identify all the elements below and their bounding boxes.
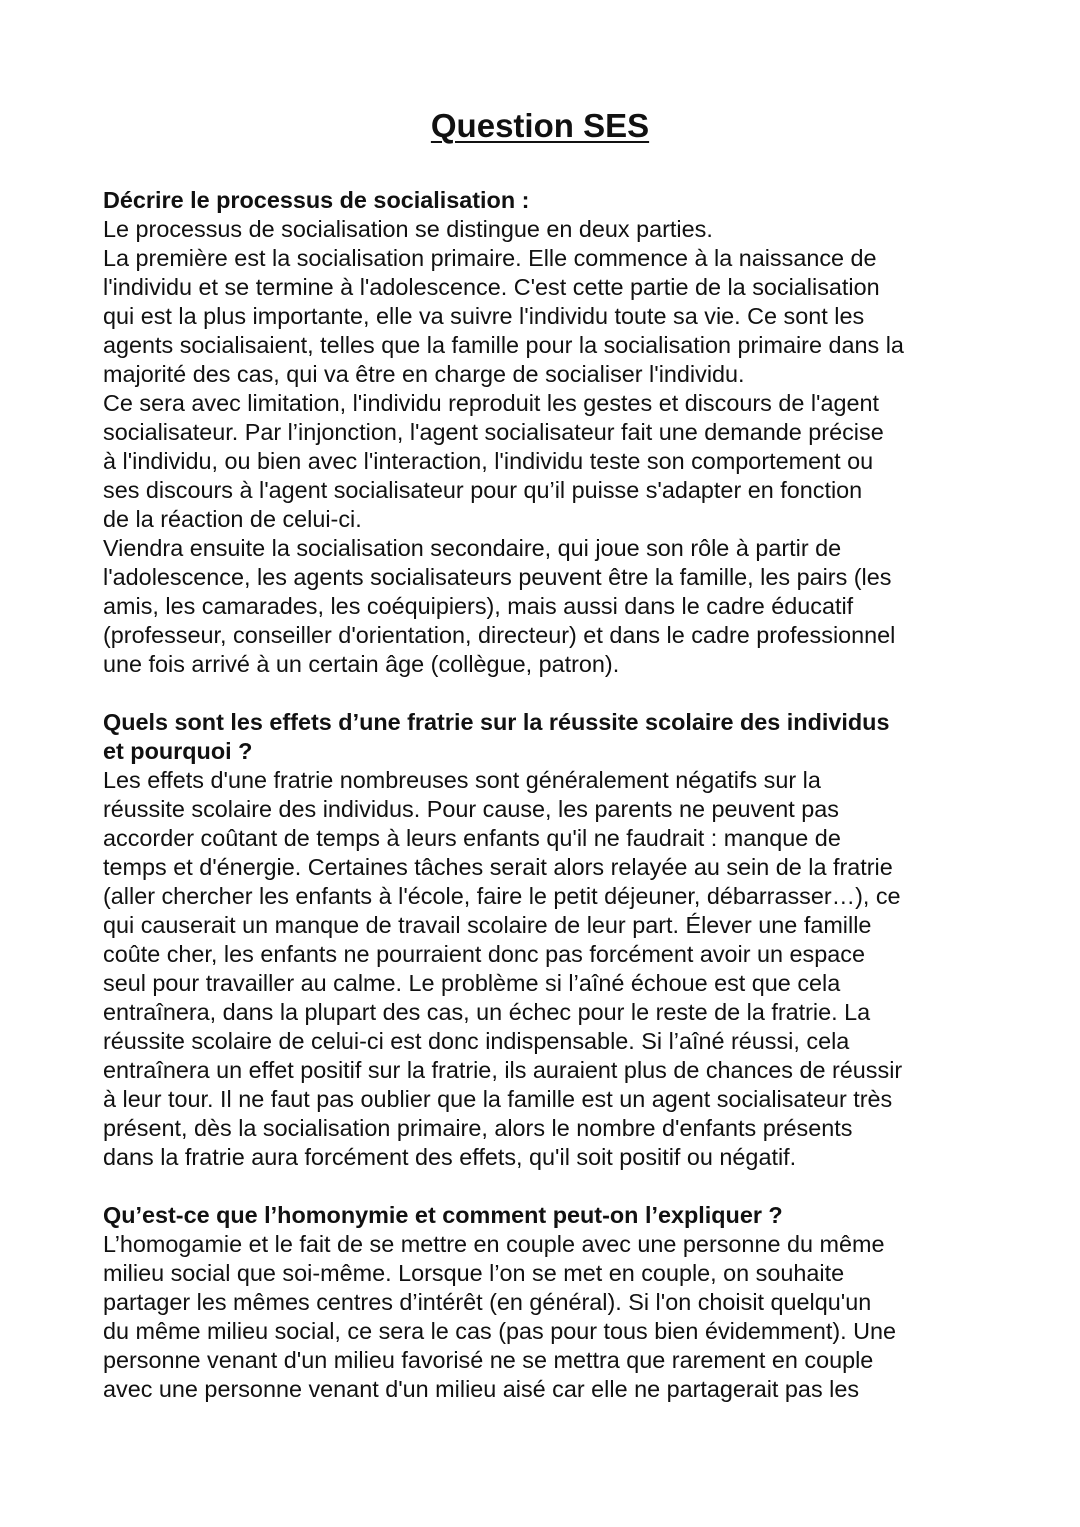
body-line: une fois arrivé à un certain âge (collègue, patron). <box>103 651 620 677</box>
body-line: seul pour travailler au calme. Le problème si l’aîné échoue est que cela <box>103 970 841 996</box>
body-line: qui causerait un manque de travail scolaire de leur part. Élever une famille <box>103 912 872 938</box>
body-line: à leur tour. Il ne faut pas oublier que la famille est un agent socialisateur très <box>103 1086 893 1112</box>
body-line: Viendra ensuite la socialisation secondaire, qui joue son rôle à partir de <box>103 535 842 561</box>
body-line: entraînera, dans la plupart des cas, un échec pour le reste de la fratrie. La <box>103 999 871 1025</box>
body-line: socialisateur. Par l’injonction, l'agent socialisateur fait une demande précise <box>103 419 884 445</box>
body-line: réussite scolaire des individus. Pour cause, les parents ne peuvent pas <box>103 796 839 822</box>
section-socialisation <box>103 186 1003 679</box>
body-line: L’homogamie et le fait de se mettre en couple avec une personne du même <box>103 1231 885 1257</box>
body-line: du même milieu social, ce sera le cas (pas pour tous bien évidemment). Une <box>103 1318 897 1344</box>
section-homogamie <box>103 1201 1003 1404</box>
section-heading: Décrire le processus de socialisation : <box>103 187 530 213</box>
body-line: Le processus de socialisation se distingue en deux parties. <box>103 216 713 242</box>
body-line: l'adolescence, les agents socialisateurs peuvent être la famille, les pairs (les <box>103 564 892 590</box>
body-line: partager les mêmes centres d’intérêt (en général). Si l'on choisit quelqu'un <box>103 1289 872 1315</box>
body-line: La première est la socialisation primaire. Elle commence à la naissance de <box>103 245 877 271</box>
page-title <box>0 104 1080 148</box>
body-line: accorder coûtant de temps à leurs enfants qu'il ne faudrait : manque de <box>103 825 841 851</box>
section-spacer <box>103 679 1003 708</box>
section-fratrie <box>103 708 1003 1172</box>
body-line: amis, les camarades, les coéquipiers), mais aussi dans le cadre éducatif <box>103 593 854 619</box>
body-line: ses discours à l'agent socialisateur pour qu’il puisse s'adapter en fonction <box>103 477 863 503</box>
body-line: à l'individu, ou bien avec l'interaction, l'individu teste son comportement ou <box>103 448 874 474</box>
section-heading: Qu’est-ce que l’homonymie et comment peut-on l’expliquer ? <box>103 1202 783 1228</box>
body-line: dans la fratrie aura forcément des effets, qu'il soit positif ou négatif. <box>103 1144 797 1170</box>
section-spacer <box>103 1172 1003 1201</box>
body-line: présent, dès la socialisation primaire, alors le nombre d'enfants présents <box>103 1115 853 1141</box>
body-line: majorité des cas, qui va être en charge de socialiser l'individu. <box>103 361 745 387</box>
body-line: entraînera un effet positif sur la fratrie, ils auraient plus de chances de réussir <box>103 1057 903 1083</box>
body-line: Ce sera avec limitation, l'individu reproduit les gestes et discours de l'agent <box>103 390 880 416</box>
body-line: de la réaction de celui-ci. <box>103 506 362 532</box>
body-line: coûte cher, les enfants ne pourraient donc pas forcément avoir un espace <box>103 941 865 967</box>
section-heading: et pourquoi ? <box>103 738 253 764</box>
body-line: Les effets d'une fratrie nombreuses sont généralement négatifs sur la <box>103 767 821 793</box>
body-line: (professeur, conseiller d'orientation, directeur) et dans le cadre professionnel <box>103 622 896 648</box>
page-title-text: Question SES <box>430 107 650 144</box>
body-line: (aller chercher les enfants à l'école, faire le petit déjeuner, débarrasser…), ce <box>103 883 901 909</box>
section-heading: Quels sont les effets d’une fratrie sur la réussite scolaire des individus <box>103 709 890 735</box>
document-body <box>103 186 1003 1404</box>
body-line: l'individu et se termine à l'adolescence. C'est cette partie de la socialisation <box>103 274 880 300</box>
body-line: personne venant d'un milieu favorisé ne se mettra que rarement en couple <box>103 1347 874 1373</box>
body-line: avec une personne venant d'un milieu aisé car elle ne partagerait pas les <box>103 1376 860 1402</box>
body-line: milieu social que soi-même. Lorsque l’on se met en couple, on souhaite <box>103 1260 845 1286</box>
body-line: temps et d'énergie. Certaines tâches serait alors relayée au sein de la fratrie <box>103 854 893 880</box>
body-line: agents socialisaient, telles que la famille pour la socialisation primaire dans la <box>103 332 904 358</box>
body-line: qui est la plus importante, elle va suivre l'individu toute sa vie. Ce sont les <box>103 303 865 329</box>
body-line: réussite scolaire de celui-ci est donc indispensable. Si l’aîné réussi, cela <box>103 1028 850 1054</box>
